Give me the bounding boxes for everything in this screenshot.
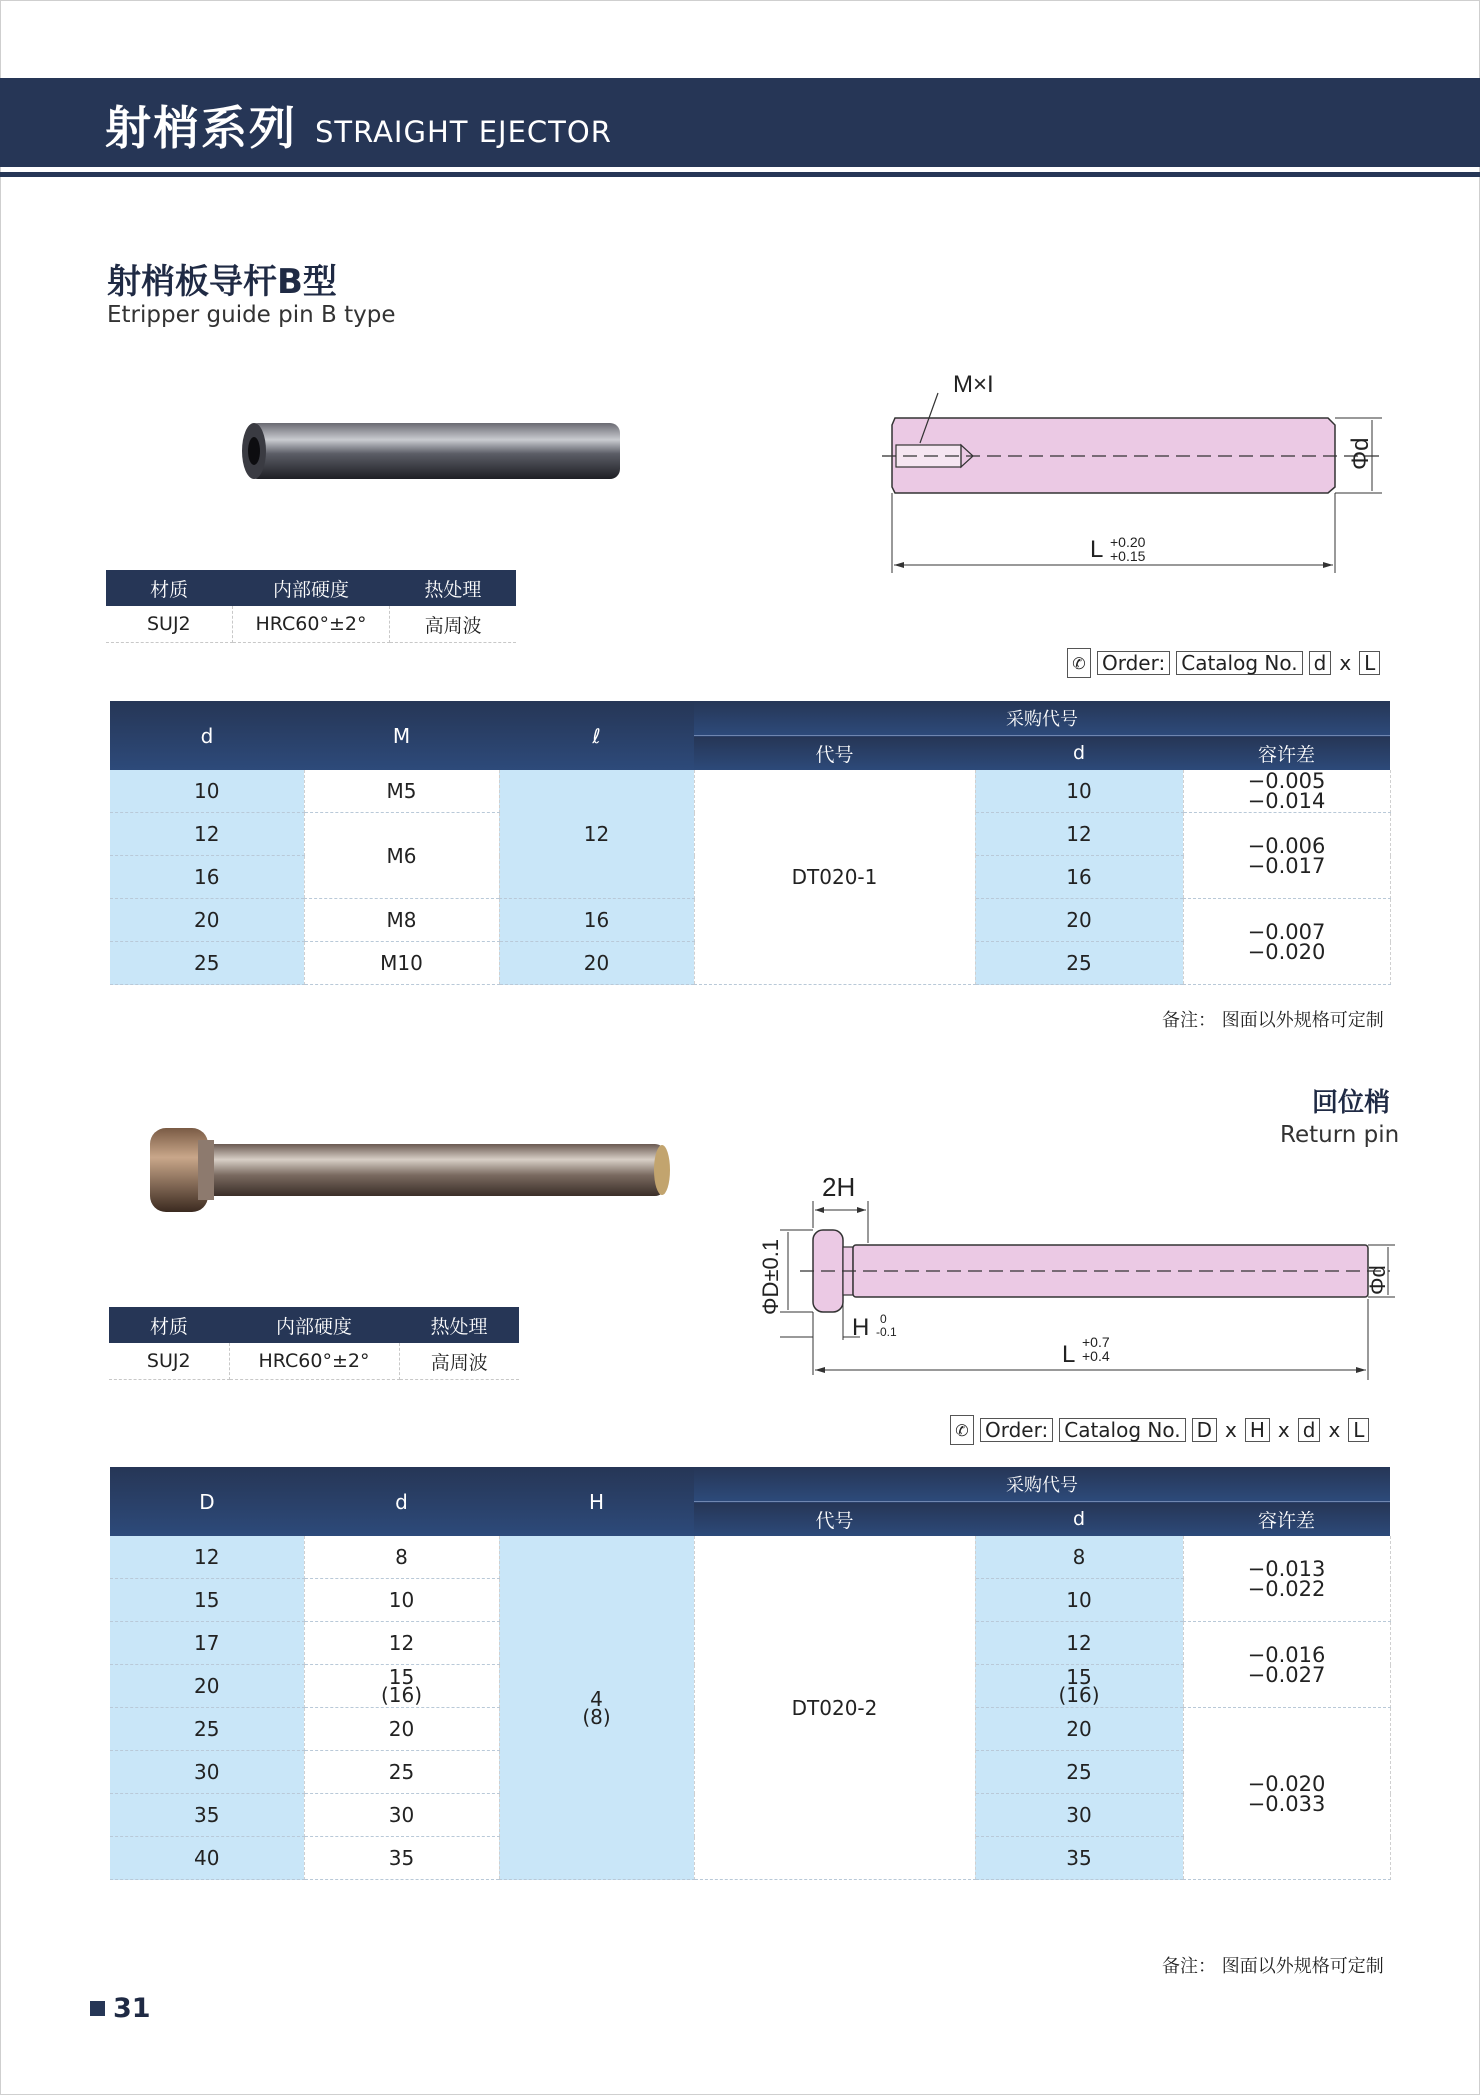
col-header-D: D — [110, 1467, 304, 1536]
cell-tol: −0.016 −0.027 — [1183, 1622, 1390, 1708]
cell-d2: 25 — [975, 1751, 1183, 1794]
col-header-M: M — [304, 701, 499, 770]
cell-d2: 20 — [975, 899, 1183, 942]
mat-value-material: SUJ2 — [109, 1343, 229, 1380]
col-header-purchase: 采购代号 — [694, 1467, 1390, 1502]
cell-d: 20 — [110, 899, 304, 942]
phone-icon: ✆ — [1067, 648, 1091, 678]
cell-code: DT020-1 — [694, 770, 975, 985]
col-header-d: d — [304, 1467, 499, 1536]
mat-value-material: SUJ2 — [106, 606, 232, 643]
cell-M: M6 — [304, 813, 499, 899]
dia-label: Φd — [1347, 437, 1374, 470]
section1-spec-table — [110, 701, 1391, 985]
length-label: L — [1090, 536, 1104, 563]
col-header-d: d — [110, 701, 304, 770]
mat-value-treatment: 高周波 — [399, 1343, 519, 1380]
cell-d: 8 — [304, 1536, 499, 1579]
order-catalog: Catalog No. — [1176, 651, 1302, 675]
page-number — [90, 1993, 151, 2024]
order-sep: x — [1328, 1418, 1341, 1442]
cell-code: DT020-2 — [694, 1536, 975, 1880]
D-label: ΦD±0.1 — [758, 1238, 783, 1315]
cell-d: 12 — [304, 1622, 499, 1665]
order-sep: x — [1225, 1418, 1237, 1442]
mat-header-treatment: 热处理 — [390, 570, 516, 606]
d-label: Φd — [1365, 1265, 1390, 1295]
cell-d: 15 (16) — [304, 1665, 499, 1708]
guide-pin-drawing — [880, 365, 1400, 580]
cell-d2: 25 — [975, 942, 1183, 985]
order-field-d: d — [1309, 651, 1332, 675]
cell-tol: −0.013 −0.022 — [1183, 1536, 1390, 1622]
mat-header-hardness: 内部硬度 — [229, 1307, 399, 1343]
cell-d: 35 — [304, 1837, 499, 1880]
mat-value-hardness: HRC60°±2° — [232, 606, 390, 643]
mat-value-treatment: 高周波 — [390, 606, 516, 643]
order-field-L: L — [1359, 651, 1380, 675]
col-header-purchase: 采购代号 — [694, 701, 1390, 736]
section2-material-table — [109, 1307, 519, 1380]
cell-d2: 8 — [975, 1536, 1183, 1579]
cell-D: 20 — [110, 1665, 304, 1708]
cell-H: 4 (8) — [499, 1536, 694, 1880]
table-row — [110, 1536, 1390, 1579]
cell-d2: 20 — [975, 1708, 1183, 1751]
guide-pin-photo — [240, 415, 635, 490]
order-label: Order: — [980, 1418, 1053, 1442]
cell-tol: −0.005 −0.014 — [1183, 770, 1390, 813]
section2-spec-table — [110, 1467, 1391, 1880]
header-rule — [0, 172, 1480, 177]
page-number-text: 31 — [113, 1993, 151, 2024]
cell-d: 12 — [110, 813, 304, 856]
col-header-code: 代号 — [694, 1502, 975, 1537]
cell-d2: 15 (16) — [975, 1665, 1183, 1708]
cell-M: M10 — [304, 942, 499, 985]
mat-value-hardness: HRC60°±2° — [229, 1343, 399, 1380]
order-field-d: d — [1298, 1418, 1321, 1442]
return-pin-photo — [140, 1118, 680, 1218]
section2-note: 备注： 图面以外规格可定制 — [1162, 1956, 1384, 1977]
col-header-l: ℓ — [499, 701, 694, 770]
section1-title-cn: 射梢板导杆B型 — [107, 262, 337, 302]
length-tol-minus: +0.15 — [1110, 548, 1146, 564]
mat-header-material: 材质 — [109, 1307, 229, 1343]
cell-l: 12 — [499, 770, 694, 899]
cell-d2: 10 — [975, 1579, 1183, 1622]
cell-D: 15 — [110, 1579, 304, 1622]
cell-tol: −0.007 −0.020 — [1183, 899, 1390, 985]
cell-d2: 16 — [975, 856, 1183, 899]
section2-title-cn: 回位梢 — [1312, 1088, 1391, 1118]
cell-D: 35 — [110, 1794, 304, 1837]
col-header-H: H — [499, 1467, 694, 1536]
col-header-tol: 容许差 — [1183, 736, 1390, 771]
cell-d2: 35 — [975, 1837, 1183, 1880]
mat-header-hardness: 内部硬度 — [232, 570, 390, 606]
table-row — [110, 770, 1390, 813]
mat-header-material: 材质 — [106, 570, 232, 606]
cell-D: 25 — [110, 1708, 304, 1751]
length-tol-plus-2: +0.7 — [1082, 1334, 1110, 1350]
order-field-D: D — [1192, 1418, 1217, 1442]
cell-d: 25 — [110, 942, 304, 985]
cell-D: 30 — [110, 1751, 304, 1794]
cell-D: 40 — [110, 1837, 304, 1880]
order-label: Order: — [1097, 651, 1170, 675]
return-pin-drawing — [740, 1165, 1400, 1385]
thread-label: M×I — [953, 371, 994, 398]
head-label: 2H — [822, 1172, 856, 1202]
col-header-tol: 容许差 — [1183, 1502, 1390, 1537]
cell-d2: 10 — [975, 770, 1183, 813]
mat-header-treatment: 热处理 — [399, 1307, 519, 1343]
cell-d: 30 — [304, 1794, 499, 1837]
cell-d: 16 — [110, 856, 304, 899]
order-sep: x — [1277, 1418, 1290, 1442]
col-header-code: 代号 — [694, 736, 975, 771]
H-tol-bot: -0.1 — [876, 1325, 897, 1339]
cell-d2: 30 — [975, 1794, 1183, 1837]
phone-icon: ✆ — [950, 1415, 974, 1445]
order-field-H: H — [1245, 1418, 1270, 1442]
order-catalog: Catalog No. — [1059, 1418, 1185, 1442]
cell-d: 25 — [304, 1751, 499, 1794]
cell-D: 12 — [110, 1536, 304, 1579]
cell-tol: −0.006 −0.017 — [1183, 813, 1390, 899]
cell-M: M8 — [304, 899, 499, 942]
cell-D: 17 — [110, 1622, 304, 1665]
cell-d2: 12 — [975, 813, 1183, 856]
section1-order-line — [1067, 648, 1380, 678]
section2-order-line — [950, 1415, 1369, 1445]
col-header-d2: d — [975, 1502, 1183, 1537]
length-tol-minus-2: +0.4 — [1082, 1348, 1110, 1364]
page-marker-icon — [90, 2001, 105, 2016]
section1-title-en: Etripper guide pin B type — [107, 302, 396, 328]
cell-d: 10 — [304, 1579, 499, 1622]
cell-tol: −0.020 −0.033 — [1183, 1708, 1390, 1880]
cell-l: 20 — [499, 942, 694, 985]
section1-note: 备注： 图面以外规格可定制 — [1162, 1010, 1384, 1031]
header-title-en: STRAIGHT EJECTOR — [315, 115, 612, 149]
cell-d: 10 — [110, 770, 304, 813]
cell-d: 20 — [304, 1708, 499, 1751]
H-tol-top: 0 — [880, 1312, 887, 1326]
order-field-L: L — [1348, 1418, 1369, 1442]
length-tol-plus: +0.20 — [1110, 534, 1146, 550]
H-label: H — [852, 1314, 870, 1341]
cell-d2: 12 — [975, 1622, 1183, 1665]
cell-M: M5 — [304, 770, 499, 813]
cell-l: 16 — [499, 899, 694, 942]
section2-title-en: Return pin — [1280, 1122, 1400, 1148]
section1-material-table — [106, 570, 516, 643]
order-sep: x — [1339, 651, 1352, 675]
length-label-2: L — [1062, 1341, 1076, 1368]
col-header-d2: d — [975, 736, 1183, 771]
header-title-cn: 射梢系列 — [105, 101, 297, 155]
